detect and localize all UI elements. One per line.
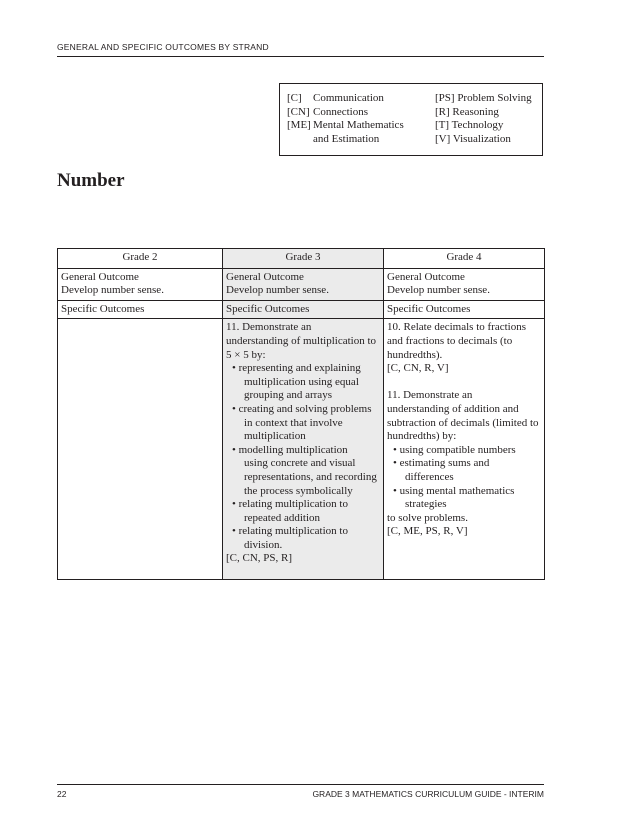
text-line: grouping and arrays <box>244 389 332 402</box>
legend-label: Technology <box>451 119 504 131</box>
running-header: GENERAL AND SPECIFIC OUTCOMES BY STRAND <box>57 42 269 52</box>
legend-label: and Estimation <box>313 132 380 145</box>
specific-outcomes-grade-2 <box>58 319 223 580</box>
text-line: multiplication <box>244 430 306 443</box>
text-line: • using compatible numbers <box>393 443 516 456</box>
text-line: repeated addition <box>244 511 321 524</box>
section-title: Number <box>57 170 125 191</box>
legend-column-left <box>287 92 404 146</box>
outcome-bullet <box>387 444 541 458</box>
legend-code: [ME] <box>287 119 311 131</box>
outcome-11-intro <box>226 321 380 362</box>
general-outcome-text: Develop number sense. <box>387 284 490 297</box>
text-line: the process symbolically <box>244 484 353 497</box>
general-outcome-label: General Outcome <box>387 270 465 283</box>
general-outcome-row <box>58 268 545 300</box>
specific-outcomes-grade-4 <box>384 319 545 580</box>
text-line: strategies <box>405 498 447 511</box>
outcome-bullet <box>226 498 380 525</box>
text-line: using concrete and visual <box>244 457 356 470</box>
text-line: • representing and explaining <box>232 362 361 375</box>
specific-outcomes-label-grade-4: Specific Outcomes <box>384 300 545 319</box>
text-line: understanding of multiplication to <box>226 334 377 347</box>
outcomes-table <box>57 248 545 580</box>
footer-rule <box>57 784 544 785</box>
outcome-11 <box>387 389 541 443</box>
text-line: 11. Demonstrate an <box>226 321 312 334</box>
header-grade-3: Grade 3 <box>223 249 384 269</box>
text-line: • relating multiplication to <box>232 498 348 511</box>
legend-item <box>435 133 532 147</box>
text-line: to solve problems. <box>387 511 468 524</box>
table-header-row <box>58 249 545 269</box>
specific-outcomes-label-grade-2: Specific Outcomes <box>58 300 223 319</box>
outcome-bullet <box>387 485 541 512</box>
specific-outcomes-header-row <box>58 300 545 319</box>
specific-outcomes-label-grade-3: Specific Outcomes <box>223 300 384 319</box>
legend-item <box>287 106 404 120</box>
text-line: division. <box>244 538 283 551</box>
general-outcome-grade-4 <box>384 268 545 300</box>
text-line: and fractions to decimals (to <box>387 334 513 347</box>
legend-code: [T] <box>435 119 450 131</box>
legend-code: [CN] <box>287 105 310 118</box>
general-outcome-label: General Outcome <box>226 270 304 283</box>
outcome-bullet <box>226 362 380 403</box>
process-legend <box>279 83 543 156</box>
outcome-bullet <box>387 457 541 484</box>
legend-code: [C] <box>287 92 302 104</box>
text-line: • creating and solving problems <box>232 402 372 415</box>
text-line: 11. Demonstrate an <box>387 389 473 402</box>
legend-label: Communication <box>313 92 384 104</box>
legend-code: [PS] <box>435 92 455 104</box>
legend-item <box>435 119 532 133</box>
header-rule <box>57 56 544 57</box>
legend-column-right <box>435 92 532 146</box>
footer-title: GRADE 3 MATHEMATICS CURRICULUM GUIDE - INTERIM <box>312 789 544 799</box>
outcome-bullet <box>226 525 380 552</box>
text-line: • modelling multiplication <box>232 443 348 456</box>
process-codes: [C, CN, PS, R] <box>226 552 293 565</box>
process-codes: [C, CN, R, V] <box>387 362 449 375</box>
legend-label: Problem Solving <box>457 92 532 104</box>
outcome-bullet <box>226 403 380 444</box>
text-line: hundredths) by: <box>387 430 457 443</box>
text-line: 5 × 5 by: <box>226 348 266 361</box>
specific-outcomes-grade-3 <box>223 319 384 580</box>
page-number: 22 <box>57 789 67 799</box>
legend-item-continuation <box>287 133 404 147</box>
text-line: understanding of addition and <box>387 402 519 415</box>
legend-label: Reasoning <box>452 105 499 118</box>
legend-label: Visualization <box>452 132 511 145</box>
spacer <box>387 376 541 390</box>
legend-code: [V] <box>435 132 451 145</box>
text-line: subtraction of decimals (limited to <box>387 416 539 429</box>
text-line: 10. Relate decimals to fractions <box>387 321 526 334</box>
text-line: differences <box>405 470 454 483</box>
general-outcome-text: Develop number sense. <box>226 284 329 297</box>
process-codes: [C, ME, PS, R, V] <box>387 525 468 538</box>
header-grade-4: Grade 4 <box>384 249 545 269</box>
legend-item <box>435 106 532 120</box>
specific-outcomes-body-row <box>58 319 545 580</box>
legend-item <box>287 92 404 106</box>
legend-code: [R] <box>435 105 450 118</box>
legend-item <box>287 119 404 133</box>
text-line: • using mental mathematics <box>393 484 515 497</box>
header-grade-2: Grade 2 <box>58 249 223 269</box>
general-outcome-label: General Outcome <box>61 270 139 283</box>
outcome-bullet <box>226 444 380 498</box>
legend-label: Connections <box>313 105 368 118</box>
text-line: • estimating sums and <box>393 457 490 470</box>
text-line: hundredths). <box>387 348 443 361</box>
text-line: representations, and recording <box>244 470 377 483</box>
general-outcome-grade-2 <box>58 268 223 300</box>
text-line: • relating multiplication to <box>232 525 348 538</box>
general-outcome-text: Develop number sense. <box>61 284 164 297</box>
legend-label: Mental Mathematics <box>313 119 404 131</box>
legend-item <box>435 92 532 106</box>
text-line: in context that involve <box>244 416 343 429</box>
outcome-10 <box>387 321 541 362</box>
general-outcome-grade-3 <box>223 268 384 300</box>
text-line: multiplication using equal <box>244 375 359 388</box>
